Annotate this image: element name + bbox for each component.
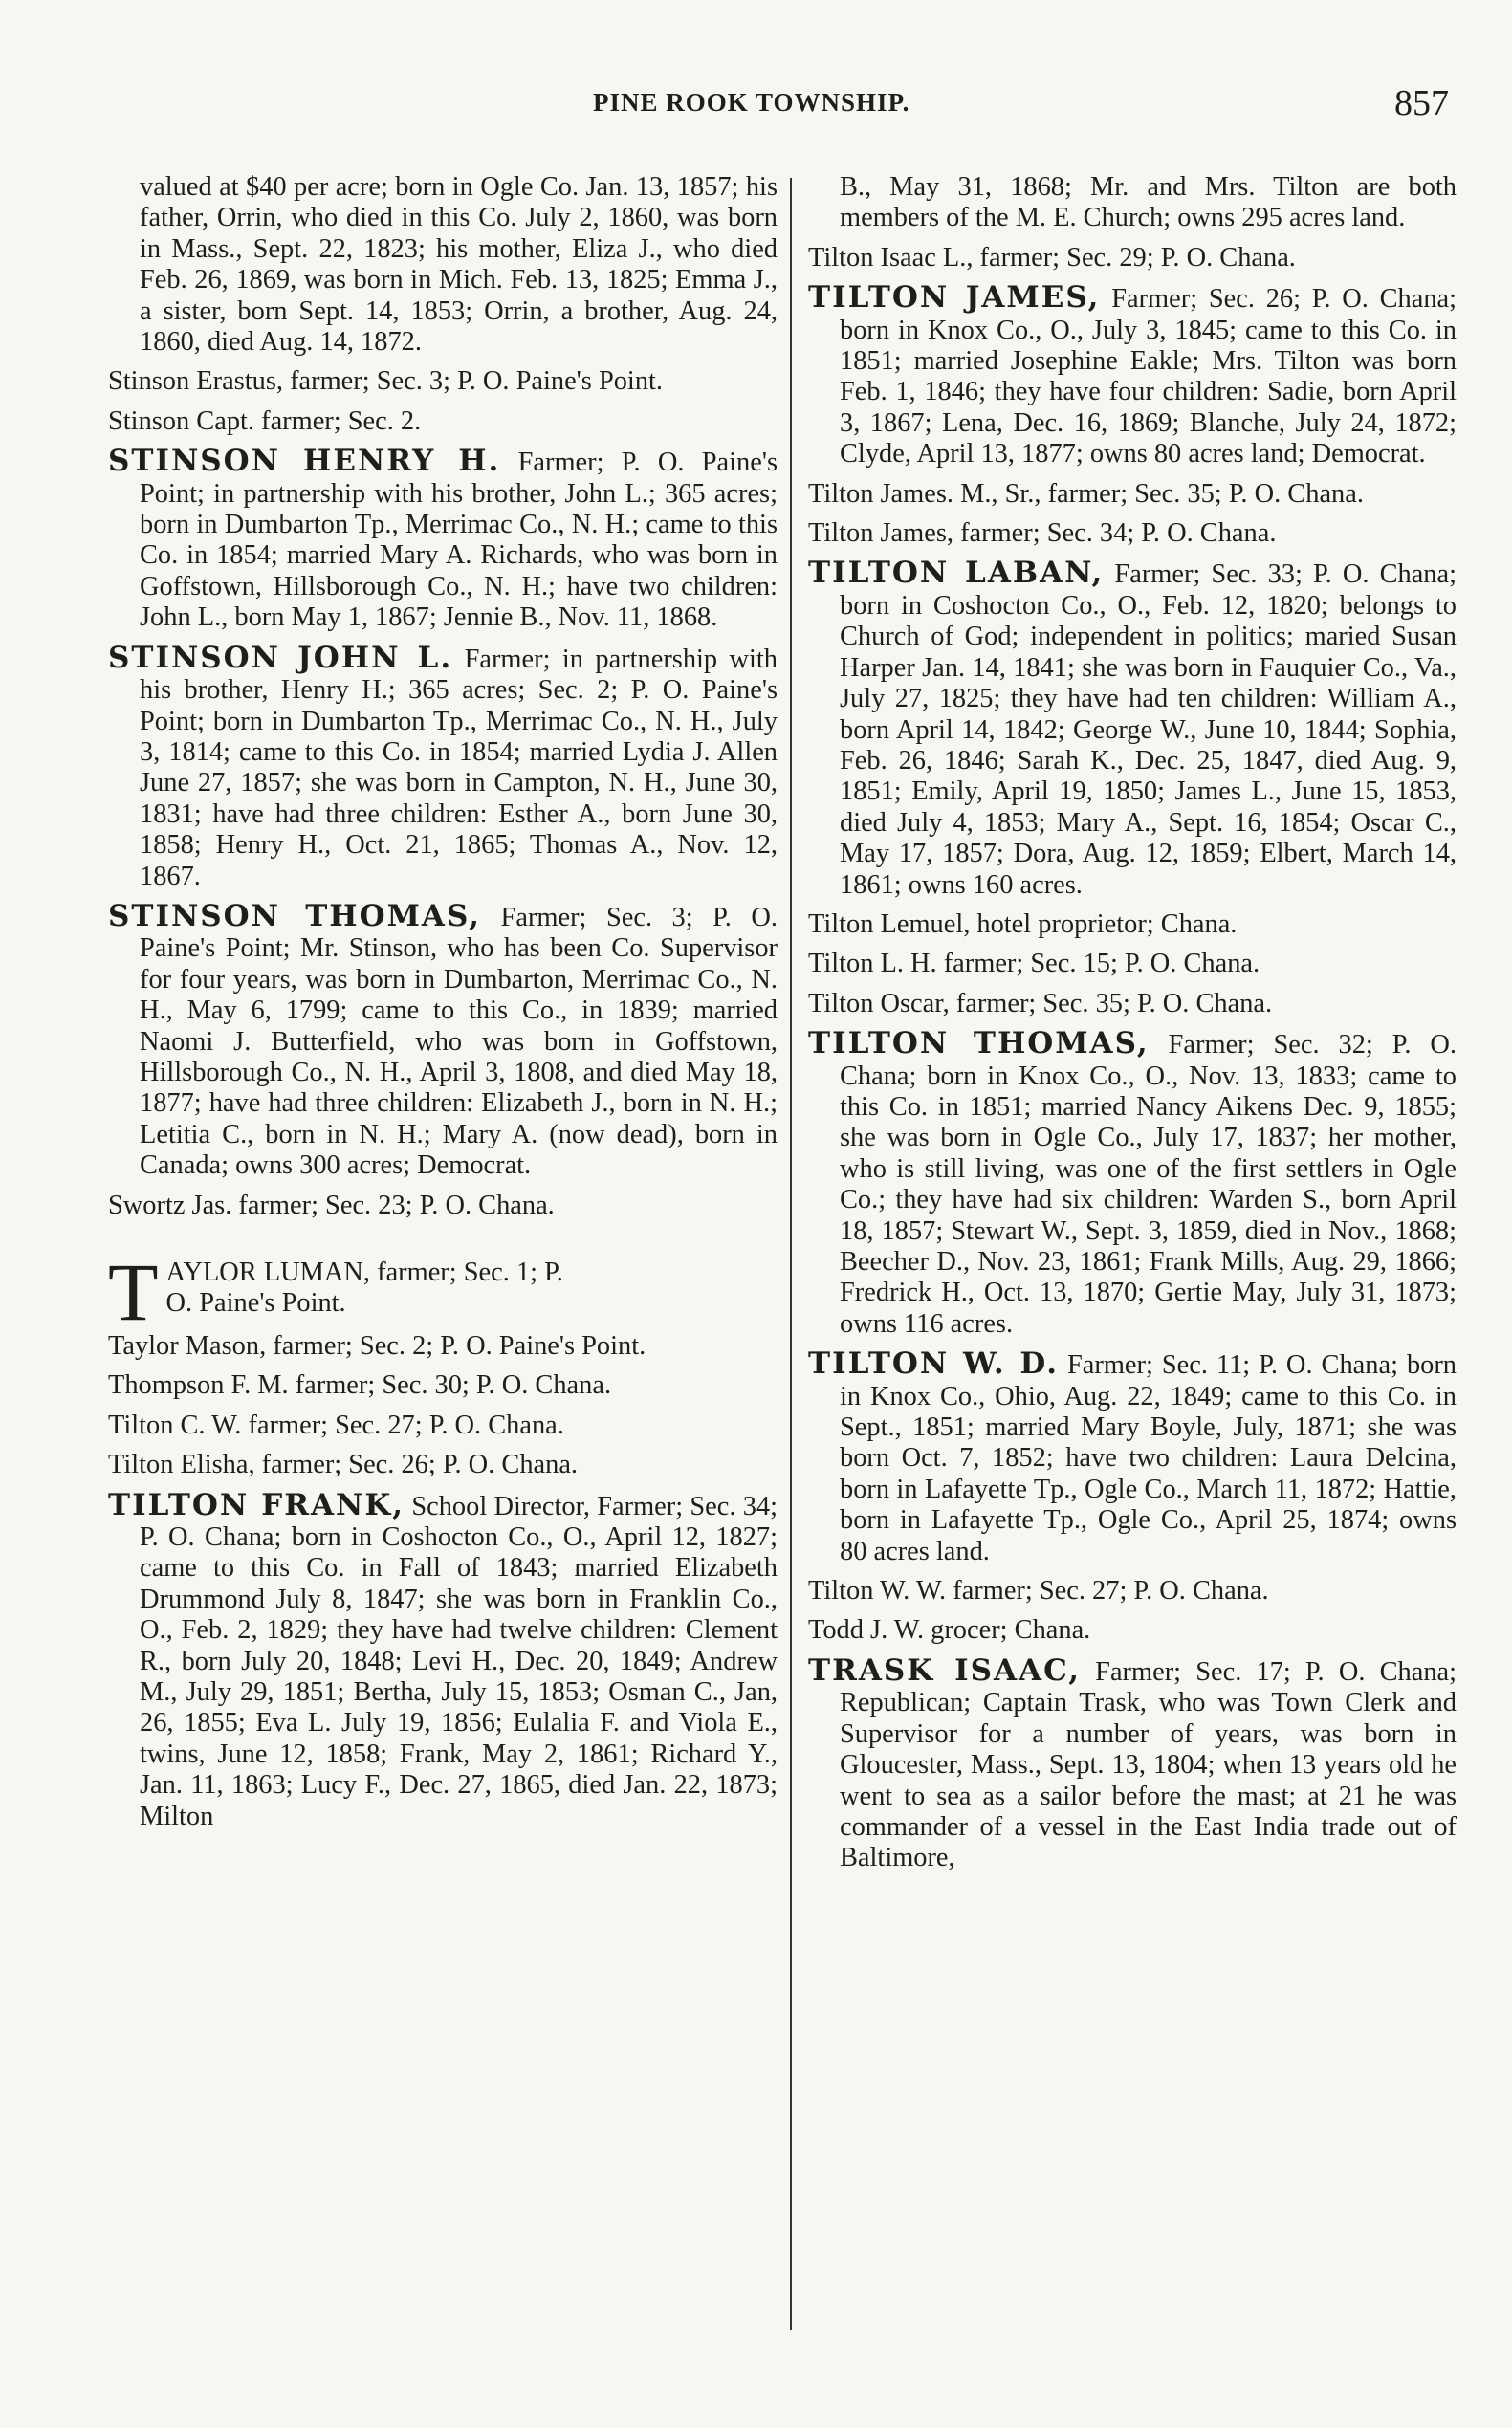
directory-entry: Tilton W. W. farmer; Sec. 27; P. O. Chana. [808,1576,1269,1607]
biographical-entry [108,898,778,1182]
entry-text: Farmer; Sec. 11; P. O. Chana; born in Knox Co., Ohio, Aug. 22, 1849; came to this Co. in Sept., 1851; married Mary Boyle, July, 1871; she was born Oct. 7, 1852; have two children: Laura Delcina, born in Lafayette Tp., Ogle Co., March 11, 1872; Hattie, born in Lafayette Tp., Ogle Co., April 25, 1874; owns 80 acres land. [840,1350,1457,1566]
directory-entry: Stinson Capt. farmer; Sec. 2. [108,405,422,436]
running-title: PINE ROOK TOWNSHIP. [593,88,910,117]
entry-name: STINSON HENRY H. [108,444,501,479]
directory-entry: Tilton L. H. farmer; Sec. 15; P. O. Chana. [808,949,1260,979]
biographical-entry [808,1652,1457,1874]
section-first-entry [108,1258,778,1320]
drop-cap: T [108,1246,159,1338]
continued-entry-text: B., May 31, 1868; Mr. and Mrs. Tilton are both members of the M. E. Church; owns 295 acres land. [840,172,1457,233]
biographical-entry [108,446,778,633]
left-column [108,172,778,1841]
entry-name: STINSON THOMAS, [108,898,482,933]
directory-entry: Tilton Oscar, farmer; Sec. 35; P. O. Chana. [808,988,1273,1018]
directory-entry: Tilton James, farmer; Sec. 34; P. O. Chana. [808,518,1277,549]
directory-entry: Swortz Jas. farmer; Sec. 23; P. O. Chana. [108,1190,555,1220]
entry-text-continued: O. Paine's Point. [165,1288,346,1319]
page-header [0,83,1512,126]
biographical-entry [808,558,1457,900]
entry-text: AYLOR LUMAN, farmer; Sec. 1; P. [165,1258,563,1287]
directory-entry: Tilton Elisha, farmer; Sec. 26; P. O. Chana. [108,1450,579,1480]
directory-entry: Tilton James. M., Sr., farmer; Sec. 35; P. O. Chana. [808,478,1364,509]
biographical-entry [808,282,1457,470]
entry-name: TILTON LABAN, [808,556,1105,591]
directory-entry: Tilton Isaac L., farmer; Sec. 29; P. O. Chana. [808,242,1296,273]
entry-name: TRASK ISAAC, [808,1652,1081,1688]
entry-text: Farmer; Sec. 32; P. O. Chana; born in Knox Co., O., Nov. 13, 1833; came to this Co. in 1851; married Nancy Aikens Dec. 9, 1855; she was born in Ogle Co., July 17, 1837; her mother, who is still living, was one of the first settlers in Ogle Co.; they have had six children: Warden S., born April 18, 1857; Stewart W., Sept. 3, 1859, died in Nov., 1868; Beecher D., Nov. 23, 1861; Frank Mills, Aug. 29, 1866; Fredrick H., Oct. 13, 1870; Gertie May, July 31, 1873; owns 116 acres. [840,1030,1457,1339]
entry-text: Farmer; Sec. 3; P. O. Paine's Point; Mr. Stinson, who has been Co. Supervisor for four years, was born in Dumbarton, Merrimac Co., N. H., May 6, 1799; came to this Co., in 1839; married Naomi J. Butterfield, who was born in Goffstown, Hillsborough Co., N. H., April 3, 1808, and died May 18, 1877; have had three children: Elizabeth J., born in N. H.; Letitia C., born in N. H.; Mary A. (now dead), born in Canada; owns 300 acres; Democrat. [140,902,778,1181]
biographical-entry [108,1487,778,1832]
entry-text: Farmer; Sec. 33; P. O. Chana; born in Coshocton Co., O., Feb. 12, 1820; belongs to Church of God; independent in politics; maried Susan Harper Jan. 14, 1841; she was born in Fauquier Co., Va., July 27, 1825; they have had ten children: William A., born April 14, 1842; George W., June 10, 1844; Sophia, Feb. 26, 1846; Sarah K., Dec. 25, 1847, died Aug. 9, 1851; Emily, April 19, 1850; James L., June 15, 1853, died July 4, 1853; Mary A., Sept. 16, 1854; Oscar C., May 17, 1857; Dora, Aug. 12, 1859; Elbert, March 14, 1861; owns 160 acres. [840,559,1457,900]
biographical-entry [108,640,778,892]
directory-entry: Thompson F. M. farmer; Sec. 30; P. O. Chana. [108,1370,612,1401]
entry-text: Farmer; Sec. 17; P. O. Chana; Republican; Captain Trask, who was Town Clerk and Supervisor for a number of years, was born in Gloucester, Mass., Sept. 13, 1804; when 13 years old he went to sea as a sailor before the mast; at 21 he was commander of a vessel in the East India trade out of Baltimore, [840,1656,1457,1873]
biographical-entry [808,1028,1457,1340]
directory-entry: Taylor Mason, farmer; Sec. 2; P. O. Paine's Point. [108,1331,646,1361]
page-number: 857 [1394,83,1449,123]
directory-entry: Todd J. W. grocer; Chana. [808,1615,1091,1646]
entry-name: STINSON JOHN L. [108,640,453,675]
right-column [808,172,1457,1883]
entry-text: Farmer; Sec. 26; P. O. Chana; born in Knox Co., O., July 3, 1845; came to this Co. in 1851; married Josephine Eakle; Mrs. Tilton was born Feb. 1, 1846; they have four children: Sadie, born April 3, 1867; Lena, Dec. 16, 1869; Blanche, July 24, 1872; Clyde, April 13, 1877; owns 80 acres land; Democrat. [840,284,1457,470]
continued-entry-text: valued at $40 per acre; born in Ogle Co. Jan. 13, 1857; his father, Orrin, who died in this Co. July 2, 1860, was born in Mass., Sept. 22, 1823; his mother, Eliza J., who died Feb. 26, 1869, was born in Mich. Feb. 13, 1825; Emma J., a sister, born Sept. 14, 1853; Orrin, a brother, Aug. 24, 1860, died Aug. 14, 1872. [140,172,778,358]
directory-entry: Tilton Lemuel, hotel proprietor; Chana. [808,908,1238,939]
biographical-entry [808,1348,1457,1567]
entry-name: TILTON JAMES, [808,280,1101,316]
column-divider [790,178,792,2330]
section-t-start [108,1246,778,1338]
directory-entry: Stinson Erastus, farmer; Sec. 3; P. O. Paine's Point. [108,366,663,397]
entry-text: Farmer; P. O. Paine's Point; in partnership with his brother, John L.; 365 acres; born in Dumbarton Tp., Merrimac Co., N. H.; came to this Co. in 1854; married Mary A. Richards, who was born in Goffstown, Hillsborough Co., N. H.; have two children: John L., born May 1, 1867; Jennie B., Nov. 11, 1868. [140,448,778,633]
entry-text: Farmer; in partnership with his brother, Henry H.; 365 acres; Sec. 2; P. O. Paine's Point; born in Dumbarton Tp., Merrimac Co., N. H., July 3, 1814; came to this Co. in 1854; married Lydia J. Allen June 27, 1857; she was born in Campton, N. H., June 30, 1831; have had three children: Esther A., born June 30, 1858; Henry H., Oct. 21, 1865; Thomas A., Nov. 12, 1867. [140,644,778,891]
entry-name: TILTON FRANK, [108,1487,405,1522]
entry-name: TILTON THOMAS, [808,1026,1150,1061]
entry-text: School Director, Farmer; Sec. 34; P. O. Chana; born in Coshocton Co., O., April 12, 1827; came to this Co. in Fall of 1843; married Elizabeth Drummond July 8, 1847; she was born in Franklin Co., O., Feb. 2, 1829; they have had twelve children: Clement R., born July 20, 1848; Levi H., Dec. 20, 1849; Andrew M., July 29, 1851; Bertha, July 15, 1853; Osman C., Jan, 26, 1855; Eva L. July 19, 1856; Eulalia F. and Viola E., twins, June 12, 1858; Frank, May 2, 1861; Richard Y., Jan. 11, 1863; Lucy F., Dec. 27, 1865, died Jan. 22, 1873; Milton [140,1491,778,1831]
directory-entry: Tilton C. W. farmer; Sec. 27; P. O. Chana. [108,1410,564,1440]
entry-name: TILTON W. D. [808,1346,1059,1382]
